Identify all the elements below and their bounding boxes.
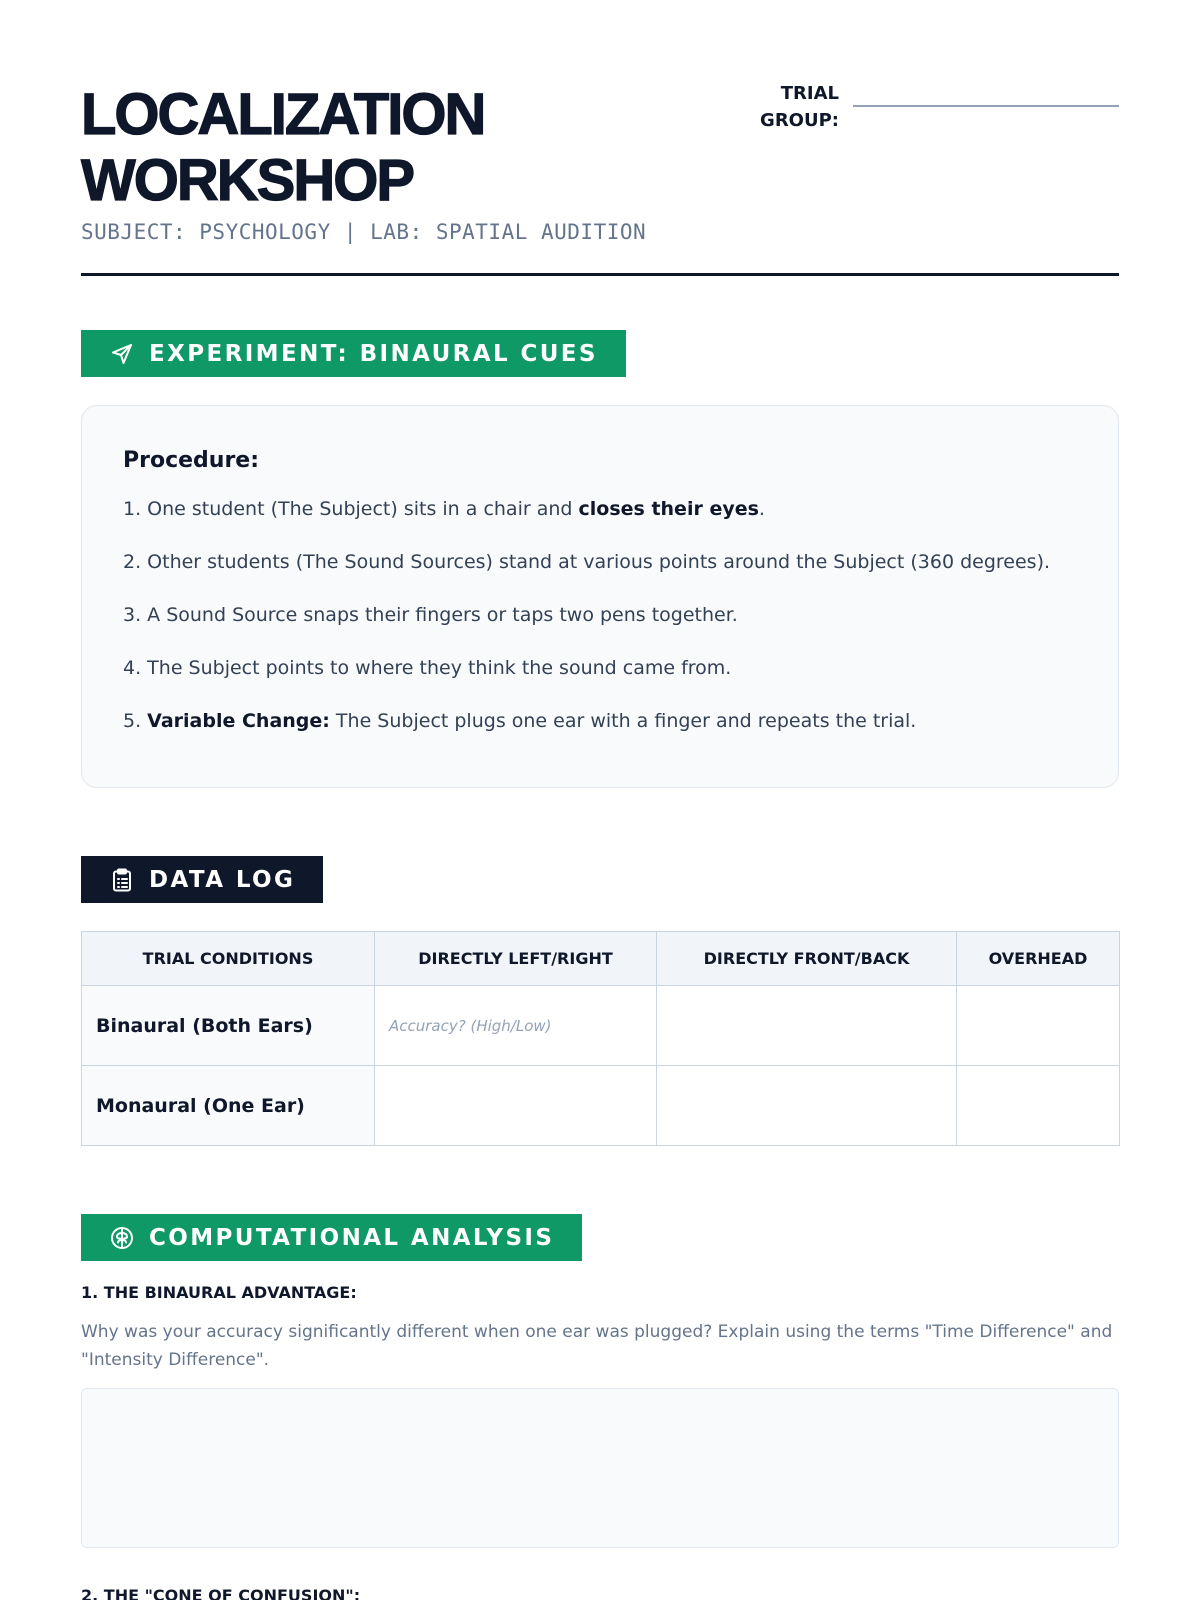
table-header-row: [82, 932, 1120, 986]
analysis-heading: [81, 1214, 582, 1261]
row-binaural-left-right-cell[interactable]: Accuracy? (High/Low): [375, 986, 657, 1066]
step-5-suffix: The Subject plugs one ear with a finger and repeats the trial.: [329, 710, 917, 732]
analysis-heading-text: COMPUTATIONAL ANALYSIS: [149, 1224, 555, 1251]
trial-group-field: [749, 80, 1119, 134]
clipboard-icon: [109, 867, 135, 893]
procedure-box: [81, 405, 1119, 788]
step-5-num: 5.: [123, 710, 148, 732]
question-1-title: 1. THE BINAURAL ADVANTAGE:: [81, 1283, 357, 1302]
data-log-heading-text: DATA LOG: [149, 866, 296, 893]
title-line-1: LOCALIZATION: [81, 82, 485, 147]
procedure-step-4: 4. The Subject points to where they think the sound came from.: [123, 657, 732, 679]
experiment-heading-text: EXPERIMENT: BINAURAL CUES: [149, 340, 598, 367]
trial-group-input-line[interactable]: [853, 105, 1119, 107]
row-binaural-front-back-cell[interactable]: [657, 986, 957, 1066]
data-log-table: [81, 931, 1120, 1146]
header: [81, 0, 1119, 276]
column-header-conditions: TRIAL CONDITIONS: [82, 932, 375, 986]
step-1-suffix: .: [758, 498, 765, 520]
send-icon: [109, 341, 135, 367]
row-monaural-front-back-cell[interactable]: [657, 1066, 957, 1146]
table-row: [82, 1066, 1120, 1146]
trial-group-label: [749, 80, 839, 134]
step-1-bold: closes their eyes: [578, 498, 759, 520]
procedure-step-3: 3. A Sound Source snaps their fingers or taps two pens together.: [123, 604, 738, 626]
trial-label-line-1: TRIAL: [780, 83, 839, 104]
procedure-step-1: [123, 495, 1077, 523]
row-monaural-overhead-cell[interactable]: [957, 1066, 1120, 1146]
procedure-title: Procedure:: [123, 448, 260, 473]
question-2-title: 2. THE "CONE OF CONFUSION":: [81, 1586, 361, 1600]
row-monaural-condition: Monaural (One Ear): [82, 1066, 375, 1146]
table-row: [82, 986, 1120, 1066]
column-header-overhead: OVERHEAD: [957, 932, 1120, 986]
step-5-bold: Variable Change:: [147, 710, 330, 732]
question-1-description: Why was your accuracy significantly different when one ear was plugged? Explain using the terms "Time Difference" and "Intensity Difference".: [81, 1322, 1113, 1370]
procedure-step-5: [123, 707, 1077, 735]
question-1-answer-box[interactable]: [81, 1388, 1119, 1548]
experiment-heading: [81, 330, 626, 377]
brain-icon: [109, 1225, 135, 1251]
column-header-left-right: DIRECTLY LEFT/RIGHT: [375, 932, 657, 986]
trial-label-line-2: GROUP:: [760, 110, 839, 131]
row-binaural-condition: Binaural (Both Ears): [82, 986, 375, 1066]
data-log-heading: [81, 856, 323, 903]
column-header-front-back: DIRECTLY FRONT/BACK: [657, 932, 957, 986]
page-subtitle: SUBJECT: PSYCHOLOGY | LAB: SPATIAL AUDITION: [81, 220, 647, 244]
row-binaural-overhead-cell[interactable]: [957, 986, 1120, 1066]
row-monaural-left-right-cell[interactable]: [375, 1066, 657, 1146]
title-line-2: WORKSHOP: [81, 148, 413, 213]
step-1-prefix: 1. One student (The Subject) sits in a chair and: [123, 498, 579, 520]
procedure-step-2: 2. Other students (The Sound Sources) stand at various points around the Subject (360 degrees).: [123, 551, 1051, 573]
